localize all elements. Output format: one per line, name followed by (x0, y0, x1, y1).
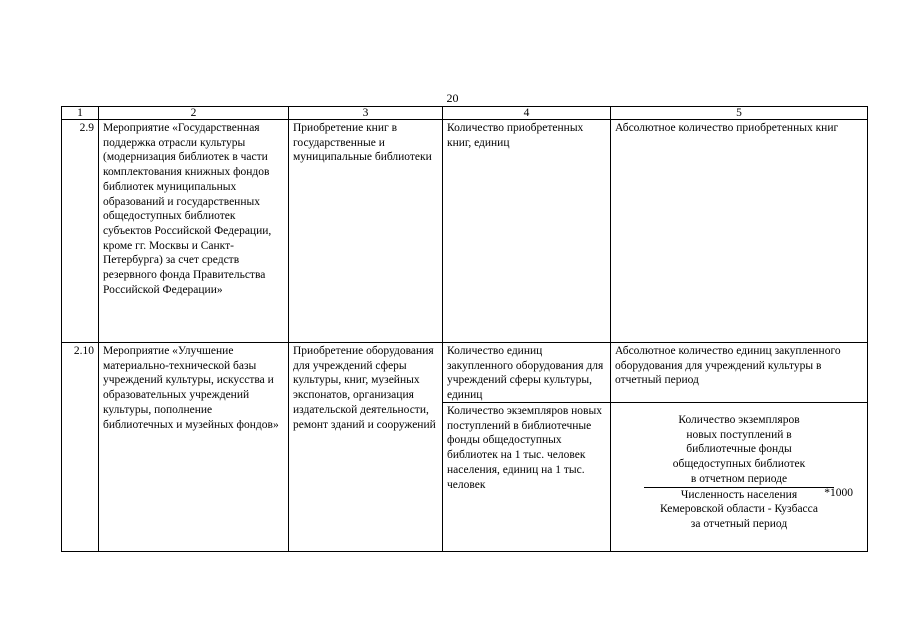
table-row (62, 120, 868, 343)
numerator-line: новых поступлений в (686, 428, 792, 441)
indicator-equipment: Количество единиц закупленного оборудования для учреждений сферы культуры, единиц (443, 343, 610, 403)
indicator-cell (443, 343, 611, 552)
column-header: 5 (611, 107, 868, 120)
numerator-line: в отчетном периоде (690, 472, 788, 485)
action-cell: Приобретение книг в государственные и муниципальные библиотеки (289, 120, 443, 343)
page-number: 20 (446, 91, 459, 105)
table-row (62, 343, 868, 552)
numerator-line: общедоступных библиотек (672, 458, 806, 471)
column-header: 1 (62, 107, 99, 120)
method-cell: Абсолютное количество приобретенных книг (611, 120, 868, 343)
row-number: 2.10 (62, 343, 99, 552)
formula-numerator (644, 413, 834, 487)
denominator-line: Численность населения (680, 488, 798, 501)
column-header: 2 (99, 107, 289, 120)
numerator-line: Количество экземпляров (678, 414, 800, 426)
method-equipment: Абсолютное количество единиц закупленного оборудования для учреждений культуры в отчетный период (611, 343, 867, 403)
denominator-line: Кемеровской области - Кузбасса (660, 503, 818, 516)
event-cell: Мероприятие «Государственная поддержка отрасли культуры (модернизация библиотек в части комплектования книжных фондов библиотек муниципальных образований и государственных общедоступных библиотек субъектов Российской Федерации, кроме гг. Москвы и Санкт-Петербурга) за счет средств резервного фонда Правительства Российской Федерации» (99, 120, 289, 343)
method-cell (611, 343, 868, 552)
formula-fraction (644, 413, 834, 532)
column-header: 3 (289, 107, 443, 120)
indicator-cell: Количество приобретенных книг, единиц (443, 120, 611, 343)
column-header: 4 (443, 107, 611, 120)
indicator-new-acquisitions: Количество экземпляров новых поступлений в библиотечные фонды общедоступных библиотек на 1 тыс. человек населения, единиц на 1 тыс. человек (447, 405, 602, 491)
action-cell: Приобретение оборудования для учреждений сферы культуры, книг, музейных экспонатов, организация издательской деятельности, ремонт зданий и сооружений (289, 343, 443, 552)
formula-denominator (644, 488, 834, 532)
denominator-line: за отчетный период (690, 518, 788, 531)
indicators-table (61, 106, 868, 552)
event-cell: Мероприятие «Улучшение материально-технической базы учреждений культуры, искусства и образовательных учреждений культуры, пополнение библиотечных и музейных фондов» (99, 343, 289, 552)
numerator-line: библиотечные фонды (686, 443, 792, 456)
formula-multiplier: *1000 (824, 487, 853, 499)
calculation-formula (611, 403, 867, 533)
table-header-row (62, 107, 868, 120)
row-number: 2.9 (62, 120, 99, 343)
